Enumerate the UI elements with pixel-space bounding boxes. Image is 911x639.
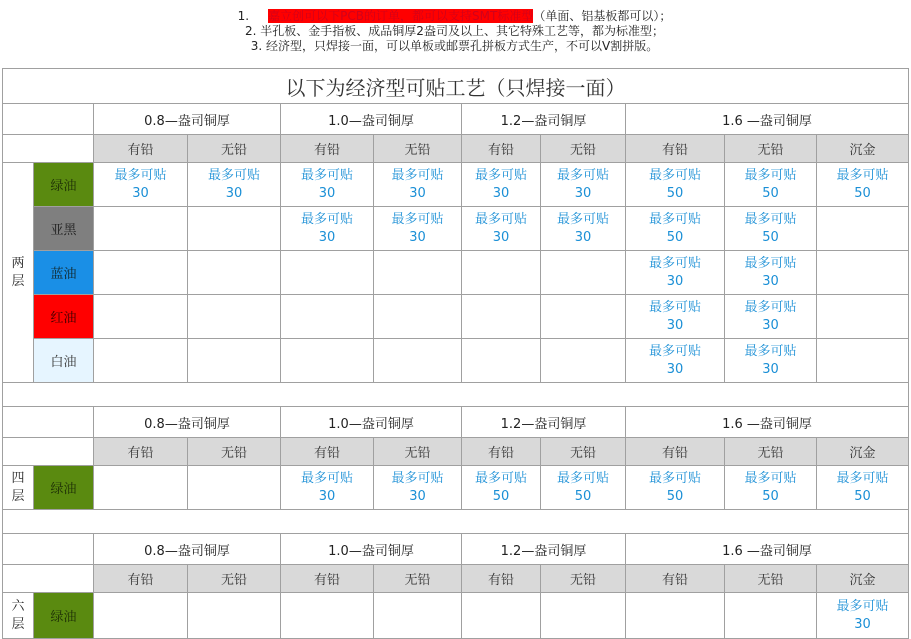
max-mount-label: 最多可贴: [556, 167, 609, 183]
two-layer-cell-3-2: [281, 295, 374, 339]
six-layer-cell-0-8: [817, 593, 909, 639]
max-mount-label: 最多可贴: [391, 211, 444, 227]
two-layer-mask-2: 蓝油: [34, 251, 94, 295]
two-layer-cell-4-1: [188, 339, 281, 383]
six-layer-finish-5: 无铅: [541, 565, 626, 593]
four-layer-finish-7: 无铅: [725, 438, 817, 466]
max-mount-value: 30: [492, 185, 510, 201]
max-mount-value: 30: [409, 185, 426, 201]
four-layer-mask-0: 绿油: [34, 466, 94, 510]
note-1-tail: （单面、铝基板都可以）；: [533, 9, 672, 23]
two-layer-cell-4-0: [94, 339, 188, 383]
four-layer-finish-2: 有铅: [281, 438, 374, 466]
max-mount-label: 最多可贴: [391, 167, 444, 183]
four-layer-cell-0-1: [188, 466, 281, 510]
max-mount-value: 50: [854, 185, 871, 201]
two-layer-finish-8: 沉金: [817, 135, 909, 163]
max-mount-value: 30: [854, 616, 871, 632]
six-layer-cell-0-0: [94, 593, 188, 639]
six-layer-finish-3: 无铅: [374, 565, 462, 593]
six-layer-cell-0-6: [626, 593, 725, 639]
six-layer-corner: [3, 534, 94, 565]
layer-char: 四: [11, 470, 25, 486]
two-layer-thickness-1: 1.0—盎司铜厚: [281, 104, 462, 135]
max-mount-value: 30: [132, 185, 149, 201]
max-mount-value: 30: [666, 273, 684, 289]
max-mount-label: 最多可贴: [474, 211, 527, 227]
four-layer-corner: [3, 407, 94, 438]
table-row: [3, 295, 909, 339]
max-mount-value: 30: [318, 488, 336, 504]
two-layer-mask-1: 亚黑: [34, 207, 94, 251]
table-title: 以下为经济型可贴工艺（只焊接一面）: [3, 69, 909, 104]
two-layer-mask-4: 白油: [34, 339, 94, 383]
four-layer-corner-2: [3, 438, 94, 466]
layer-char: 层: [11, 273, 25, 289]
two-layer-cell-2-0: [94, 251, 188, 295]
max-mount-label: 最多可贴: [556, 470, 609, 486]
max-mount-label: 最多可贴: [300, 211, 353, 227]
max-mount-value: 50: [762, 185, 779, 201]
max-mount-label: 最多可贴: [474, 470, 527, 486]
four-layer-cell-0-0: [94, 466, 188, 510]
two-layer-cell-2-5: [541, 251, 626, 295]
note-1-highlight: 嘉立创可以下PCB的订单，都可以支持SMT标准型: [268, 9, 534, 23]
two-layer-cell-1-1: [188, 207, 281, 251]
max-mount-label: 最多可贴: [744, 255, 797, 271]
table-row: [3, 251, 909, 295]
two-layer-cell-4-4: [462, 339, 541, 383]
two-layer-cell-3-7: [725, 295, 817, 339]
two-layer-cell-2-8: [817, 251, 909, 295]
layer-char: 两: [11, 255, 25, 271]
two-layer-finish-4: 有铅: [462, 135, 541, 163]
two-layer-finish-7: 无铅: [725, 135, 817, 163]
max-mount-value: 50: [492, 488, 510, 504]
note-2: 2. 半孔板、金手指板、成品铜厚2盎司及以上、其它特殊工艺等，都为标准型；: [245, 24, 664, 38]
six-layer-thickness-1: 1.0—盎司铜厚: [281, 534, 462, 565]
max-mount-label: 最多可贴: [474, 167, 527, 183]
two-layer-cell-3-3: [374, 295, 462, 339]
four-layer-finish-4: 有铅: [462, 438, 541, 466]
max-mount-label: 最多可贴: [556, 211, 609, 227]
two-layer-cell-0-0: [94, 163, 188, 207]
layer-char: 六: [11, 598, 25, 614]
six-layer-cell-0-1: [188, 593, 281, 639]
four-layer-cell-0-4: [462, 466, 541, 510]
max-mount-label: 最多可贴: [207, 167, 260, 183]
two-layer-cell-3-1: [188, 295, 281, 339]
four-layer-cell-0-5: [541, 466, 626, 510]
table-row: [3, 593, 909, 639]
four-layer-finish-6: 有铅: [626, 438, 725, 466]
six-layer-finish-6: 有铅: [626, 565, 725, 593]
six-layer-mask-0: 绿油: [34, 593, 94, 639]
table-row: [3, 339, 909, 383]
two-layer-cell-1-6: [626, 207, 725, 251]
max-mount-value: 50: [666, 185, 684, 201]
four-layer-thickness-1: 1.0—盎司铜厚: [281, 407, 462, 438]
max-mount-value: 50: [854, 488, 871, 504]
four-layer-cell-0-2: [281, 466, 374, 510]
max-mount-value: 30: [762, 361, 779, 377]
max-mount-label: 最多可贴: [648, 211, 701, 227]
max-mount-label: 最多可贴: [836, 470, 889, 486]
two-layer-cell-1-0: [94, 207, 188, 251]
two-layer-cell-3-6: [626, 295, 725, 339]
two-layer-cell-1-2: [281, 207, 374, 251]
six-layer-cell-0-7: [725, 593, 817, 639]
two-layer-cell-1-5: [541, 207, 626, 251]
max-mount-label: 最多可贴: [300, 470, 353, 486]
max-mount-value: 30: [666, 361, 684, 377]
two-layer-cell-0-1: [188, 163, 281, 207]
two-layer-cell-3-0: [94, 295, 188, 339]
six-layer-thickness-2: 1.2—盎司铜厚: [462, 534, 626, 565]
four-layer-thickness-2: 1.2—盎司铜厚: [462, 407, 626, 438]
two-layer-corner: [3, 104, 94, 135]
two-layer-cell-4-6: [626, 339, 725, 383]
four-layer-finish-1: 无铅: [188, 438, 281, 466]
two-layer-cell-1-8: [817, 207, 909, 251]
two-layer-cell-3-8: [817, 295, 909, 339]
six-layer-finish-2: 有铅: [281, 565, 374, 593]
two-layer-mask-0: 绿油: [34, 163, 94, 207]
max-mount-value: 30: [574, 185, 592, 201]
max-mount-label: 最多可贴: [744, 343, 797, 359]
two-layer-cell-1-3: [374, 207, 462, 251]
four-layer-cell-0-3: [374, 466, 462, 510]
two-layer-thickness-0: 0.8—盎司铜厚: [94, 104, 281, 135]
max-mount-label: 最多可贴: [391, 470, 444, 486]
max-mount-label: 最多可贴: [648, 470, 701, 486]
note-1: [0, 0, 909, 24]
max-mount-value: 50: [666, 229, 684, 245]
four-layer-thickness-0: 0.8—盎司铜厚: [94, 407, 281, 438]
two-layer-cell-4-3: [374, 339, 462, 383]
two-layer-finish-0: 有铅: [94, 135, 188, 163]
max-mount-value: 30: [666, 317, 684, 333]
two-layer-cell-2-6: [626, 251, 725, 295]
two-layer-finish-1: 无铅: [188, 135, 281, 163]
four-layer-thickness-3: 1.6 —盎司铜厚: [626, 407, 909, 438]
note-1-number: 1.: [237, 9, 250, 23]
two-layer-cell-2-4: [462, 251, 541, 295]
two-layer-cell-0-3: [374, 163, 462, 207]
six-layer-layer-label: [3, 593, 34, 639]
two-layer-finish-5: 无铅: [541, 135, 626, 163]
six-layer-finish-7: 无铅: [725, 565, 817, 593]
two-layer-cell-2-1: [188, 251, 281, 295]
notes-block: [0, 0, 909, 70]
four-layer-finish-3: 无铅: [374, 438, 462, 466]
section-gap-1: [3, 383, 909, 407]
two-layer-cell-0-8: [817, 163, 909, 207]
max-mount-label: 最多可贴: [648, 255, 701, 271]
layer-char: 层: [11, 616, 25, 632]
table-row: [3, 466, 909, 510]
section-gap-2: [3, 510, 909, 534]
process-table: [2, 68, 909, 639]
six-layer-thickness-3: 1.6 —盎司铜厚: [626, 534, 909, 565]
six-layer-cell-0-2: [281, 593, 374, 639]
two-layer-cell-1-7: [725, 207, 817, 251]
max-mount-label: 最多可贴: [114, 167, 167, 183]
max-mount-value: 30: [318, 185, 336, 201]
two-layer-cell-0-2: [281, 163, 374, 207]
two-layer-mask-3: 红油: [34, 295, 94, 339]
two-layer-finish-6: 有铅: [626, 135, 725, 163]
four-layer-cell-0-8: [817, 466, 909, 510]
four-layer-finish-8: 沉金: [817, 438, 909, 466]
two-layer-cell-4-8: [817, 339, 909, 383]
two-layer-cell-0-7: [725, 163, 817, 207]
two-layer-cell-4-5: [541, 339, 626, 383]
six-layer-finish-1: 无铅: [188, 565, 281, 593]
max-mount-value: 50: [762, 229, 779, 245]
max-mount-value: 30: [574, 229, 592, 245]
two-layer-finish-3: 无铅: [374, 135, 462, 163]
four-layer-cell-0-7: [725, 466, 817, 510]
two-layer-cell-2-3: [374, 251, 462, 295]
max-mount-value: 50: [666, 488, 684, 504]
two-layer-cell-4-7: [725, 339, 817, 383]
table-row: [3, 207, 909, 251]
two-layer-cell-0-4: [462, 163, 541, 207]
two-layer-cell-3-4: [462, 295, 541, 339]
six-layer-finish-0: 有铅: [94, 565, 188, 593]
max-mount-label: 最多可贴: [744, 167, 797, 183]
two-layer-layer-label: [3, 163, 34, 383]
layer-char: 层: [11, 488, 25, 504]
six-layer-cell-0-4: [462, 593, 541, 639]
two-layer-thickness-2: 1.2—盎司铜厚: [462, 104, 626, 135]
six-layer-thickness-0: 0.8—盎司铜厚: [94, 534, 281, 565]
two-layer-cell-3-5: [541, 295, 626, 339]
max-mount-label: 最多可贴: [836, 598, 889, 614]
four-layer-finish-5: 无铅: [541, 438, 626, 466]
six-layer-cell-0-3: [374, 593, 462, 639]
two-layer-cell-0-5: [541, 163, 626, 207]
six-layer-cell-0-5: [541, 593, 626, 639]
max-mount-value: 30: [409, 229, 426, 245]
max-mount-value: 50: [574, 488, 592, 504]
max-mount-label: 最多可贴: [836, 167, 889, 183]
two-layer-finish-2: 有铅: [281, 135, 374, 163]
max-mount-label: 最多可贴: [744, 211, 797, 227]
four-layer-layer-label: [3, 466, 34, 510]
max-mount-value: 30: [225, 185, 243, 201]
max-mount-label: 最多可贴: [744, 470, 797, 486]
max-mount-value: 30: [409, 488, 426, 504]
two-layer-corner-2: [3, 135, 94, 163]
four-layer-finish-0: 有铅: [94, 438, 188, 466]
six-layer-corner-2: [3, 565, 94, 593]
two-layer-thickness-3: 1.6 —盎司铜厚: [626, 104, 909, 135]
max-mount-value: 30: [762, 317, 779, 333]
max-mount-value: 50: [762, 488, 779, 504]
six-layer-finish-8: 沉金: [817, 565, 909, 593]
table-row: [3, 163, 909, 207]
two-layer-cell-4-2: [281, 339, 374, 383]
note-3: 3. 经济型，只焊接一面，可以单板或邮票孔拼板方式生产，不可以V割拼版。: [250, 39, 659, 53]
four-layer-cell-0-6: [626, 466, 725, 510]
max-mount-label: 最多可贴: [648, 343, 701, 359]
two-layer-cell-2-2: [281, 251, 374, 295]
max-mount-label: 最多可贴: [744, 299, 797, 315]
max-mount-value: 30: [762, 273, 779, 289]
max-mount-label: 最多可贴: [648, 167, 701, 183]
max-mount-value: 30: [492, 229, 510, 245]
two-layer-cell-2-7: [725, 251, 817, 295]
max-mount-label: 最多可贴: [648, 299, 701, 315]
six-layer-finish-4: 有铅: [462, 565, 541, 593]
max-mount-value: 30: [318, 229, 336, 245]
two-layer-cell-1-4: [462, 207, 541, 251]
two-layer-cell-0-6: [626, 163, 725, 207]
max-mount-label: 最多可贴: [300, 167, 353, 183]
